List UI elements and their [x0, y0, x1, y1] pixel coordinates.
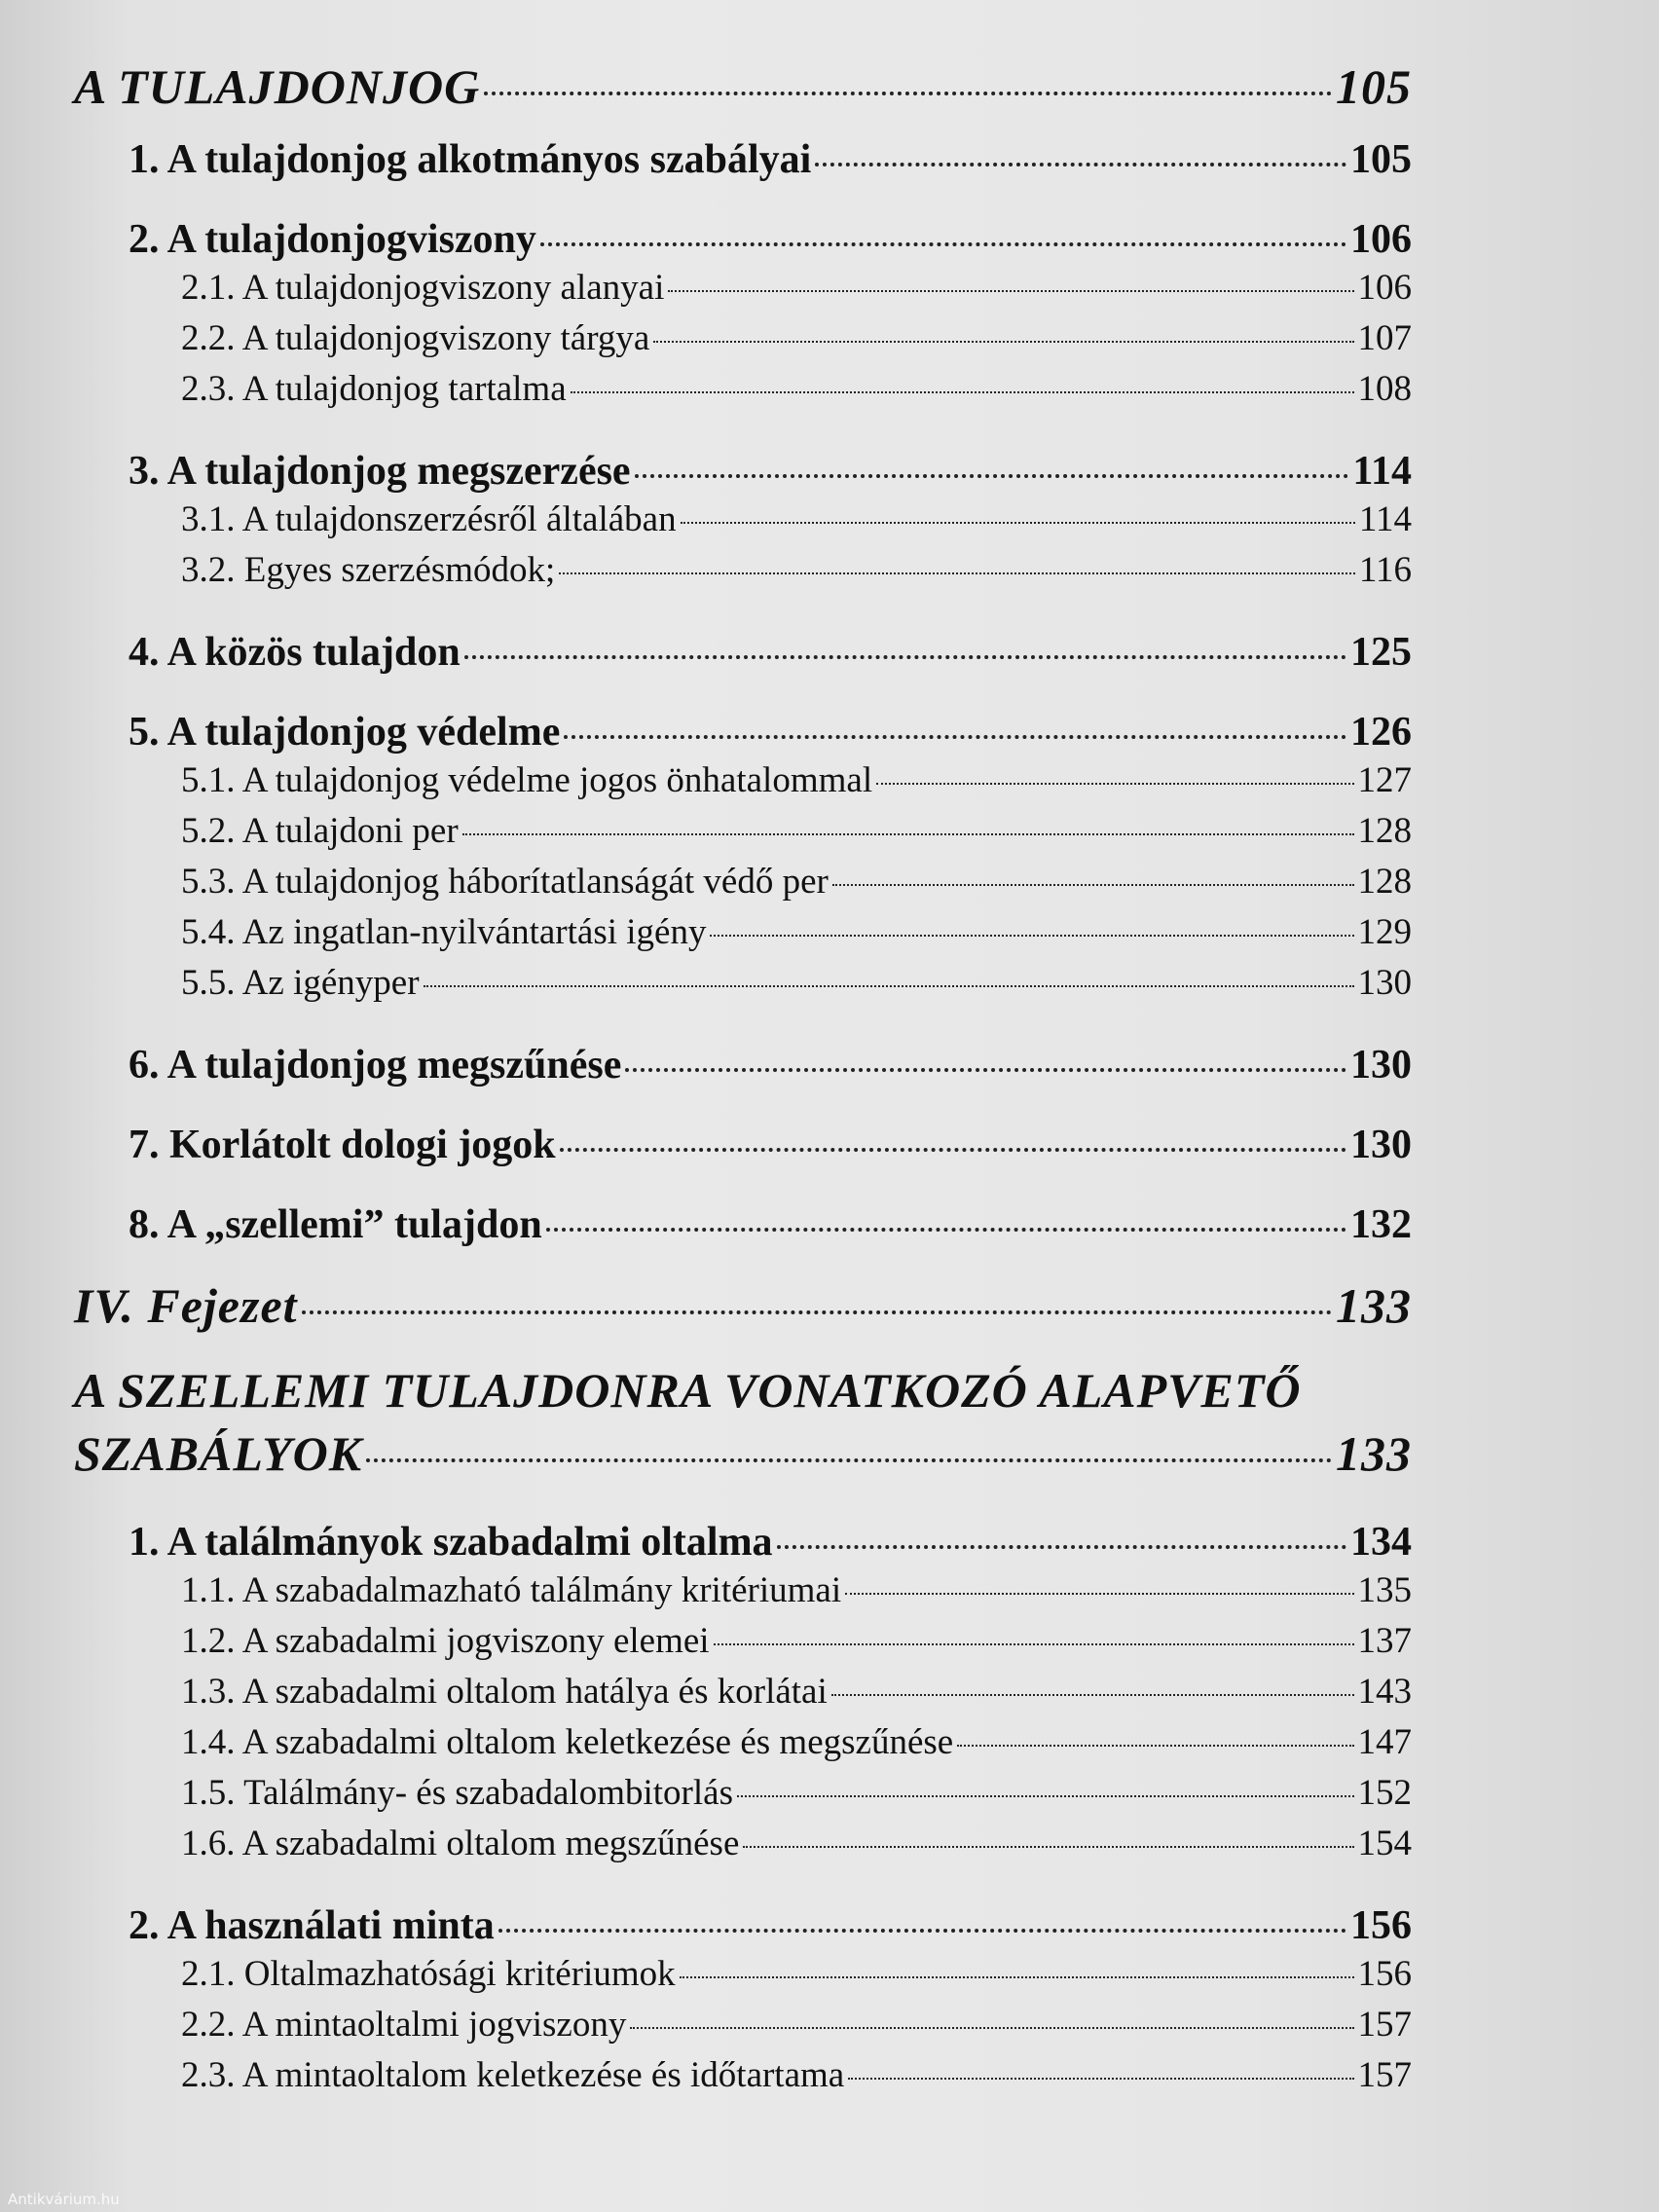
toc-subsection-row[interactable]	[74, 1772, 1412, 1823]
toc-label: 2. A használati minta	[129, 1903, 495, 1948]
toc-page-number: 135	[1357, 1570, 1412, 1610]
chapter-iv-title-line-1: A SZELLEMI TULAJDONRA VONATKOZÓ ALAPVETŐ	[74, 1363, 1302, 1418]
toc-label: 2.1. Oltalmazhatósági kritériumok	[181, 1954, 676, 1994]
dot-leader	[546, 1228, 1346, 1232]
toc-label: 1. A találmányok szabadalmi oltalma	[129, 1520, 773, 1565]
toc-label: 5.3. A tulajdonjog háborítatlanságát védő per	[181, 862, 829, 902]
toc-page-number: 152	[1357, 1773, 1412, 1813]
toc-part-2	[74, 1519, 1412, 2105]
toc-page-number: 107	[1357, 318, 1412, 358]
toc-label: 1.2. A szabadalmi jogviszony elemei	[181, 1621, 710, 1661]
dot-leader	[560, 1148, 1346, 1152]
toc-page-number: 114	[1352, 449, 1412, 494]
toc-label: 1. A tulajdonjog alkotmányos szabályai	[129, 137, 812, 182]
toc-subsection-row[interactable]	[74, 1721, 1412, 1772]
toc-label: 2.2. A mintaoltalmi jogviszony	[181, 2005, 627, 2045]
toc-subsection-row[interactable]	[74, 861, 1412, 911]
toc-label: 5.2. A tulajdoni per	[181, 811, 459, 851]
toc-subsection-row[interactable]	[74, 2054, 1412, 2105]
toc-label: 2.1. A tulajdonjogviszony alanyai	[181, 268, 665, 308]
toc-section-row[interactable]	[74, 1042, 1412, 1092]
toc-label: 3.2. Egyes szerzésmódok;	[181, 550, 556, 590]
toc-subsection-row[interactable]	[74, 317, 1412, 368]
dot-leader	[668, 290, 1353, 292]
toc-section-row[interactable]	[74, 136, 1412, 187]
toc-label: A TULAJDONJOG	[74, 59, 481, 114]
watermark: Antikvárium.hu	[8, 2191, 120, 2208]
dot-leader	[957, 1745, 1353, 1747]
toc-section-row[interactable]	[74, 709, 1412, 759]
toc-page-number: 116	[1358, 550, 1412, 590]
dot-leader	[737, 1795, 1354, 1797]
toc-label: 3.1. A tulajdonszerzésről általában	[181, 499, 677, 539]
toc-label: 2. A tulajdonjogviszony	[129, 217, 536, 262]
dot-leader	[635, 474, 1349, 478]
toc-label: IV. Fejezet	[74, 1278, 298, 1333]
toc-section-row[interactable]	[74, 216, 1412, 267]
dot-leader	[464, 655, 1346, 659]
toc-page-number: 132	[1350, 1202, 1412, 1247]
toc-subsection-row[interactable]	[74, 1620, 1412, 1671]
toc-label: 1.6. A szabadalmi oltalom megszűnése	[181, 1824, 740, 1863]
toc-label: 1.5. Találmány- és szabadalombitorlás	[181, 1773, 733, 1813]
toc-page-number: 147	[1357, 1722, 1412, 1762]
toc-page-number: 127	[1357, 760, 1412, 800]
toc-page-number: 133	[1336, 1426, 1412, 1481]
toc-page-number: 156	[1350, 1903, 1412, 1948]
toc-label: 3. A tulajdonjog megszerzése	[129, 449, 631, 494]
toc-subsection-row[interactable]	[74, 1953, 1412, 2004]
toc-page-number: 157	[1357, 2005, 1412, 2045]
toc-label: 1.3. A szabadalmi oltalom hatálya és korlátai	[181, 1672, 828, 1712]
dot-leader	[540, 242, 1346, 246]
toc-label: SZABÁLYOK	[74, 1426, 363, 1481]
toc-label: 5.5. Az igényper	[181, 963, 420, 1003]
chapter-iv-title	[74, 1355, 1412, 1425]
dot-leader	[680, 1976, 1354, 1978]
toc-label: 8. A „szellemi” tulajdon	[129, 1202, 542, 1247]
toc-label: 2.3. A mintaoltalom keletkezése és időtartama	[181, 2055, 845, 2095]
dot-leader	[714, 1643, 1354, 1645]
toc-page-number: 133	[1336, 1278, 1412, 1333]
dot-leader	[366, 1458, 1332, 1462]
toc-page-number: 130	[1357, 963, 1412, 1003]
dot-leader	[571, 391, 1354, 393]
table-of-contents	[74, 58, 1412, 2105]
toc-subsection-row[interactable]	[74, 1823, 1412, 1873]
dot-leader	[832, 884, 1354, 886]
dot-leader	[831, 1694, 1354, 1696]
toc-page-number: 134	[1350, 1520, 1412, 1565]
dot-leader	[564, 735, 1346, 739]
toc-chapter-iv[interactable]	[74, 1277, 1412, 1347]
toc-page-number: 130	[1350, 1043, 1412, 1088]
toc-page-number: 105	[1350, 137, 1412, 182]
toc-page-number: 106	[1357, 268, 1412, 308]
toc-page-number: 130	[1350, 1123, 1412, 1167]
toc-part-1	[74, 136, 1412, 1252]
toc-label: 1.1. A szabadalmazható találmány kritériumai	[181, 1570, 842, 1610]
toc-section-row[interactable]	[74, 1122, 1412, 1172]
dot-leader	[815, 163, 1346, 166]
toc-label: 6. A tulajdonjog megszűnése	[129, 1043, 622, 1088]
toc-page-number: 114	[1358, 499, 1412, 539]
toc-subsection-row[interactable]	[74, 1671, 1412, 1721]
toc-page-number: 106	[1350, 217, 1412, 262]
toc-chapter-heading[interactable]	[74, 58, 1412, 129]
toc-page-number: 129	[1357, 912, 1412, 952]
toc-subsection-row[interactable]	[74, 810, 1412, 861]
dot-leader	[848, 2078, 1353, 2080]
toc-label: 5.1. A tulajdonjog védelme jogos önhatalommal	[181, 760, 873, 800]
dot-leader	[625, 1068, 1346, 1072]
toc-page-number: 143	[1357, 1672, 1412, 1712]
toc-section-row[interactable]	[74, 1519, 1412, 1569]
toc-section-row[interactable]	[74, 629, 1412, 680]
toc-label: 4. A közös tulajdon	[129, 630, 461, 675]
dot-leader	[681, 522, 1355, 524]
dot-leader	[559, 572, 1355, 574]
dot-leader	[710, 935, 1353, 937]
toc-label: 5.4. Az ingatlan-nyilvántartási igény	[181, 912, 707, 952]
dot-leader	[845, 1593, 1353, 1595]
toc-subsection-row[interactable]	[74, 267, 1412, 317]
dot-leader	[498, 1929, 1346, 1933]
dot-leader	[302, 1310, 1332, 1314]
toc-page-number: 137	[1357, 1621, 1412, 1661]
toc-page-number: 105	[1336, 59, 1412, 114]
toc-label: 5. A tulajdonjog védelme	[129, 710, 561, 755]
toc-page-number: 128	[1357, 811, 1412, 851]
dot-leader	[743, 1846, 1353, 1848]
dot-leader	[777, 1545, 1346, 1549]
dot-leader	[462, 833, 1354, 835]
toc-subsection-row[interactable]	[74, 2004, 1412, 2054]
toc-section-row[interactable]	[74, 1201, 1412, 1252]
toc-section-row[interactable]	[74, 448, 1412, 498]
toc-subsection-row[interactable]	[74, 1569, 1412, 1620]
chapter-iv-title-line-2[interactable]	[74, 1425, 1412, 1495]
toc-section-row[interactable]	[74, 1902, 1412, 1953]
toc-label: 2.2. A tulajdonjogviszony tárgya	[181, 318, 650, 358]
toc-page-number: 108	[1357, 369, 1412, 409]
toc-subsection-row[interactable]	[74, 759, 1412, 810]
toc-subsection-row[interactable]	[74, 911, 1412, 962]
toc-subsection-row[interactable]	[74, 549, 1412, 600]
dot-leader	[653, 341, 1353, 343]
toc-page-number: 156	[1357, 1954, 1412, 1994]
dot-leader	[424, 985, 1354, 987]
toc-label: 2.3. A tulajdonjog tartalma	[181, 369, 567, 409]
toc-label: 7. Korlátolt dologi jogok	[129, 1123, 556, 1167]
toc-subsection-row[interactable]	[74, 368, 1412, 419]
dot-leader	[484, 92, 1332, 95]
toc-subsection-row[interactable]	[74, 498, 1412, 549]
toc-page-number: 126	[1350, 710, 1412, 755]
toc-page-number: 154	[1357, 1824, 1412, 1863]
toc-subsection-row[interactable]	[74, 962, 1412, 1013]
toc-page-number: 157	[1357, 2055, 1412, 2095]
dot-leader	[630, 2027, 1353, 2029]
toc-page-number: 128	[1357, 862, 1412, 902]
dot-leader	[876, 783, 1353, 785]
toc-label: 1.4. A szabadalmi oltalom keletkezése és megszűnése	[181, 1722, 954, 1762]
toc-page-number: 125	[1350, 630, 1412, 675]
